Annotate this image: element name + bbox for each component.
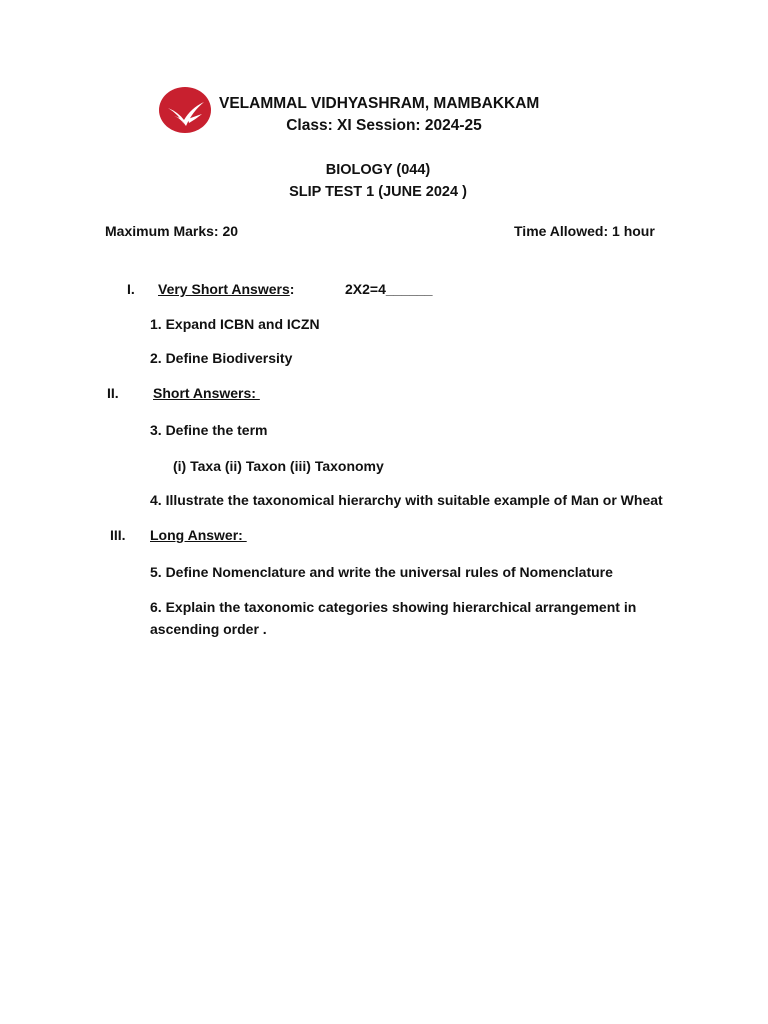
subject-title: BIOLOGY (044): [325, 162, 431, 178]
section-title: Short Answers:: [153, 385, 260, 401]
section-numeral: II.: [107, 385, 119, 401]
maximum-marks: Maximum Marks: 20: [105, 223, 239, 239]
question-1: 1. Expand ICBN and ICZN: [150, 316, 320, 332]
time-allowed: Time Allowed: 1 hour: [514, 223, 655, 239]
question-6: 6. Explain the taxonomic categories showing hierarchical arrangement in ascending order .: [150, 599, 637, 637]
section-numeral: III.: [110, 527, 126, 543]
question-2: 2. Define Biodiversity: [150, 350, 293, 366]
question-3: 3. Define the term: [150, 422, 268, 438]
section-title-text: Very Short Answers: [158, 281, 290, 297]
section-title-suffix: :: [289, 281, 295, 297]
school-name: VELAMMAL VIDHYASHRAM, MAMBAKKAM: [219, 95, 540, 112]
section-title: Long Answer:: [150, 527, 247, 543]
question-4: 4. Illustrate the taxonomical hierarchy with suitable example of Man or Wheat: [150, 492, 663, 508]
question-3-subparts: (i) Taxa (ii) Taxon (iii) Taxonomy: [173, 458, 384, 474]
test-title: SLIP TEST 1 (JUNE 2024 ): [289, 184, 467, 200]
section-numeral: I.: [127, 281, 135, 297]
section-marks: 2X2=4______: [345, 281, 433, 297]
section-title: [158, 281, 294, 297]
question-5: 5. Define Nomenclature and write the universal rules of Nomenclature: [150, 564, 613, 580]
class-session: Class: XI Session: 2024-25: [286, 117, 482, 134]
